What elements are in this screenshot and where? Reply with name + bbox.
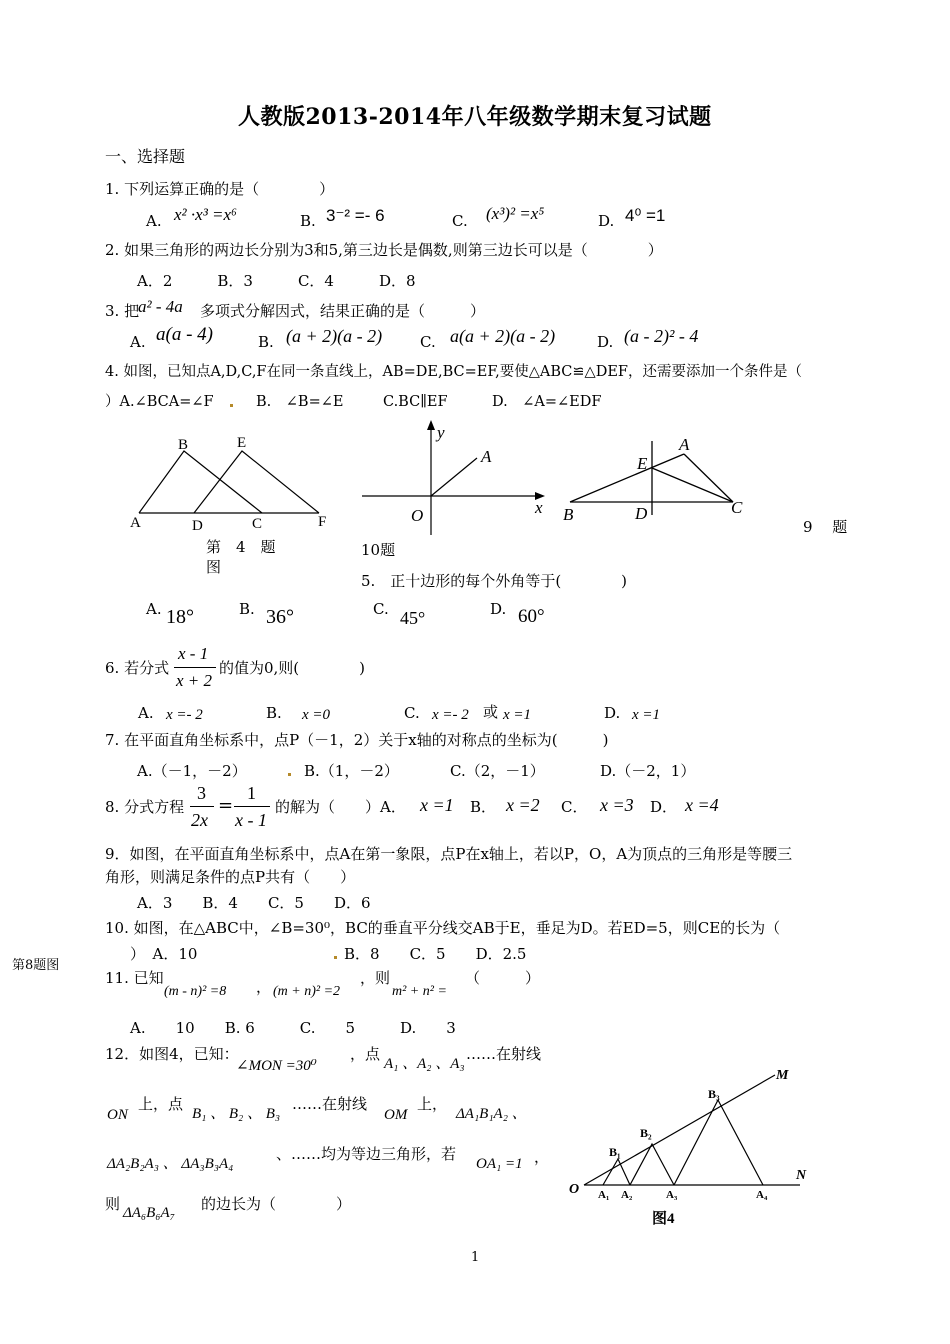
fig4-label-f: F bbox=[318, 514, 327, 530]
fig4-caption-2: 图 bbox=[206, 558, 222, 576]
fig4-caption: 第 4 题 bbox=[206, 538, 276, 556]
q5-d: 60° bbox=[518, 606, 545, 627]
figure4-label-o: O bbox=[569, 1182, 580, 1197]
q5-b-label: B. bbox=[239, 600, 255, 618]
q8-equals: = bbox=[218, 795, 234, 816]
fig10-caption: 10题 bbox=[361, 541, 396, 559]
q6-a-label: A. bbox=[138, 704, 154, 722]
q1-a: x² ·x³ =x⁶ bbox=[174, 205, 237, 224]
q11-pre: 11. 已知 bbox=[105, 969, 164, 987]
q6-c-label: C. bbox=[404, 704, 420, 722]
q8-d1: 2x bbox=[191, 810, 208, 830]
q1-c: (x³)² =x⁵ bbox=[486, 204, 545, 223]
q5-c-label: C. bbox=[373, 600, 389, 618]
q6-b-label: B. bbox=[266, 704, 282, 722]
figure4-label-a3: A₃ bbox=[666, 1189, 678, 1201]
q3-b-label: B. bbox=[258, 333, 274, 351]
q7-b: B.（1，－2） bbox=[304, 762, 399, 780]
q1-d: 4⁰ =1 bbox=[625, 206, 666, 225]
q8-n1: 3 bbox=[197, 783, 206, 803]
fig9-label-a: A bbox=[679, 435, 690, 454]
q5-c: 45° bbox=[400, 608, 426, 628]
figure4-label-a2: A₂ bbox=[621, 1189, 633, 1201]
q12-line1-post: ……在射线 bbox=[466, 1045, 542, 1063]
q12-ray-on: ON bbox=[107, 1107, 128, 1123]
q1-b: 3⁻² =- 6 bbox=[326, 206, 385, 225]
q6-d: x =1 bbox=[632, 707, 661, 723]
fig4-label-d: D bbox=[192, 518, 203, 534]
figure4-label-n: N bbox=[796, 1168, 807, 1183]
page-number: 1 bbox=[471, 1250, 480, 1265]
fig4-label-b: B bbox=[178, 437, 189, 453]
q7-d: D.（－2，1） bbox=[600, 762, 696, 780]
q6-c-first: x =- 2 bbox=[432, 707, 469, 723]
q3-expr: a² - 4a bbox=[138, 297, 183, 316]
q11-expr3: m² + n² = bbox=[392, 984, 447, 999]
q1-a-label: A. bbox=[146, 212, 162, 230]
figure4-label-b1: B₁ bbox=[609, 1145, 621, 1159]
q4-opt-b: B. ∠B=∠E bbox=[256, 394, 344, 410]
q8-b: x =2 bbox=[506, 795, 540, 815]
q12-line2-b: ……在射线 bbox=[292, 1095, 368, 1113]
q1-b-label: B. bbox=[300, 212, 316, 230]
q11-expr2: (m + n)² =2 bbox=[273, 984, 341, 999]
q8-d-label: D． bbox=[650, 798, 678, 816]
q6-d-label: D. bbox=[604, 704, 621, 722]
q3-b: (a + 2)(a - 2) bbox=[286, 326, 383, 346]
q8-c-label: C． bbox=[561, 798, 588, 816]
q3-a-label: A. bbox=[130, 333, 146, 351]
q3-stem-post: 多项式分解因式，结果正确的是（ ） bbox=[200, 302, 486, 320]
q8-post: 的解为（ ）A． bbox=[275, 798, 406, 816]
figure4-label-a1: A₁ bbox=[598, 1189, 610, 1201]
q10-line1: 10. 如图，在△ABC中，∠B=30⁰，BC的垂直平分线交AB于E，垂足为D。若ED=5，则CE的长为（ bbox=[105, 919, 781, 937]
page-title: 人教版2013-2014年八年级数学期末复习试题 bbox=[238, 104, 712, 130]
q5-a: 18° bbox=[166, 606, 194, 628]
q8-a: x =1 bbox=[420, 795, 454, 815]
q4-line1: 4. 如图，已知点A,D,C,F在同一条直线上，AB=DE,BC=EF,要使△ABC≌△DEF，还需要添加一个条件是（ bbox=[105, 364, 802, 380]
q6-denominator: x + 2 bbox=[176, 671, 213, 690]
q2-stem: 2. 如果三角形的两边长分别为3和5,第三边长是偶数,则第三边长可以是（ ） bbox=[105, 241, 663, 259]
q12-line1-pre: 12．如图4，已知： bbox=[105, 1045, 239, 1063]
q9-line1: 9．如图，在平面直角坐标系中，点A在第一象限，点P在x轴上，若以P，O，A为顶点的三角形是等腰三 bbox=[105, 845, 793, 863]
fig4-label-e: E bbox=[237, 435, 247, 451]
q8-pre: 8. 分式方程 bbox=[105, 798, 185, 816]
figure4-caption: 图4 bbox=[652, 1211, 675, 1227]
q8-d: x =4 bbox=[685, 795, 719, 815]
q12-line3-end: ， bbox=[534, 1148, 550, 1166]
q5-a-label: A. bbox=[146, 600, 162, 618]
q6-c-or: 或 bbox=[483, 703, 499, 721]
q12-line1-mid: ，点 bbox=[350, 1045, 381, 1063]
q3-d-label: D. bbox=[597, 333, 614, 351]
q9-options: A．3 B．4 C．5 D．6 bbox=[137, 894, 371, 912]
q4-opt-c: C.BC∥EF bbox=[383, 394, 448, 410]
q3-stem-pre: 3. 把 bbox=[105, 302, 140, 320]
q11-options: A. 10 B. 6 C. 5 D. 3 bbox=[130, 1019, 456, 1037]
q6-pre: 6. 若分式 bbox=[105, 659, 170, 677]
q9-line2: 角形，则满足条件的点P共有（ ） bbox=[105, 868, 356, 886]
q3-c: a(a + 2)(a - 2) bbox=[450, 326, 556, 346]
q7-a: A.（－1，－2） bbox=[137, 762, 247, 780]
q12-triangle-1: ΔA₁B₁A₂ 、 bbox=[456, 1106, 527, 1122]
fig9-caption: 9 题 bbox=[803, 518, 848, 536]
q6-numerator: x - 1 bbox=[178, 644, 209, 663]
q1-c-label: C. bbox=[452, 212, 468, 230]
fig4-label-c: C bbox=[252, 516, 263, 532]
q5-stem: 5. 正十边形的每个外角等于( ) bbox=[361, 572, 628, 590]
q12-line3-mid: 、……均为等边三角形，若 bbox=[276, 1145, 457, 1163]
q12-line2-c: 上， bbox=[417, 1095, 448, 1113]
fig9-label-d: D bbox=[635, 504, 648, 523]
fig8-caption: 第8题图 bbox=[12, 958, 60, 973]
q12-triangle-6: ΔA₆B₆A₇ bbox=[123, 1205, 175, 1221]
q2-options: A．2 B．3 C．4 D．8 bbox=[137, 272, 416, 290]
q10-line2b: B．8 C．5 D．2.5 bbox=[344, 945, 527, 963]
triangle-a2b2a3 bbox=[630, 1144, 674, 1185]
q12-line4-pre: 则 bbox=[105, 1195, 121, 1213]
q12-line2-a: 上，点 bbox=[138, 1095, 184, 1113]
q12-b-points: B₁ 、 B₂ 、 B₃ bbox=[192, 1106, 281, 1122]
q11-expr1: (m - n)² =8 bbox=[164, 984, 227, 999]
triangle-a3b3a4 bbox=[674, 1100, 763, 1185]
fig9-label-e: E bbox=[637, 454, 648, 473]
q11-paren: （ ） bbox=[465, 969, 541, 987]
q1-d-label: D. bbox=[598, 212, 615, 230]
q6-a: x =- 2 bbox=[166, 707, 203, 723]
q11-comma: ， bbox=[256, 978, 272, 996]
q12-angle: ∠MON =30⁰ bbox=[236, 1058, 317, 1074]
q8-n2: 1 bbox=[247, 783, 256, 803]
fig10-label-y: y bbox=[437, 423, 445, 442]
fig10-label-a: A bbox=[481, 447, 492, 466]
figure4-label-b2: B₂ bbox=[640, 1126, 652, 1140]
q12-oa1: OA₁ =1 bbox=[476, 1156, 523, 1172]
q4-opt-a: ）A.∠BCA=∠F bbox=[105, 394, 214, 410]
section-heading: 一、选择题 bbox=[105, 147, 186, 166]
q8-c: x =3 bbox=[600, 795, 634, 815]
q12-line4-post: 的边长为（ ） bbox=[201, 1195, 352, 1213]
q12-triangles-2-3: ΔA₂B₂A₃ 、 ΔA₃B₃A₄ bbox=[107, 1156, 234, 1172]
q8-d2: x - 1 bbox=[235, 810, 267, 830]
fig10-label-x: x bbox=[535, 498, 543, 517]
q3-a: a(a - 4) bbox=[156, 324, 213, 345]
fig4-label-a: A bbox=[130, 515, 141, 531]
q6-post: 的值为0,则( ) bbox=[219, 659, 366, 677]
q3-d: (a - 2)² - 4 bbox=[624, 326, 699, 346]
q7-stem: 7. 在平面直角坐标系中，点P（－1，2）关于x轴的对称点的坐标为( ) bbox=[105, 731, 609, 749]
q3-c-label: C. bbox=[420, 333, 436, 351]
q6-c-second: x =1 bbox=[503, 707, 532, 723]
q5-b: 36° bbox=[266, 606, 294, 628]
q10-line2a: ） A．10 bbox=[130, 945, 198, 963]
q11-then: ，则 bbox=[360, 969, 391, 987]
q7-c: C.（2，－1） bbox=[450, 762, 545, 780]
q5-d-label: D. bbox=[490, 600, 507, 618]
q12-a-points: A₁ 、A₂ 、A₃ bbox=[384, 1056, 465, 1072]
fig9-label-b: B bbox=[563, 505, 574, 524]
q4-opt-d: D. ∠A=∠EDF bbox=[492, 394, 602, 410]
figure4-label-a4: A₄ bbox=[756, 1189, 768, 1201]
q6-b: x =0 bbox=[302, 707, 331, 723]
q12-ray-om: OM bbox=[384, 1107, 408, 1123]
figure4-label-b3: B₃ bbox=[708, 1087, 720, 1101]
q1-stem: 1. 下列运算正确的是（ ） bbox=[105, 180, 335, 198]
fig9-label-c: C bbox=[731, 498, 743, 517]
fig10-label-o: O bbox=[411, 506, 424, 525]
figure4-label-m: M bbox=[776, 1068, 789, 1083]
q8-b-label: B． bbox=[470, 798, 497, 816]
